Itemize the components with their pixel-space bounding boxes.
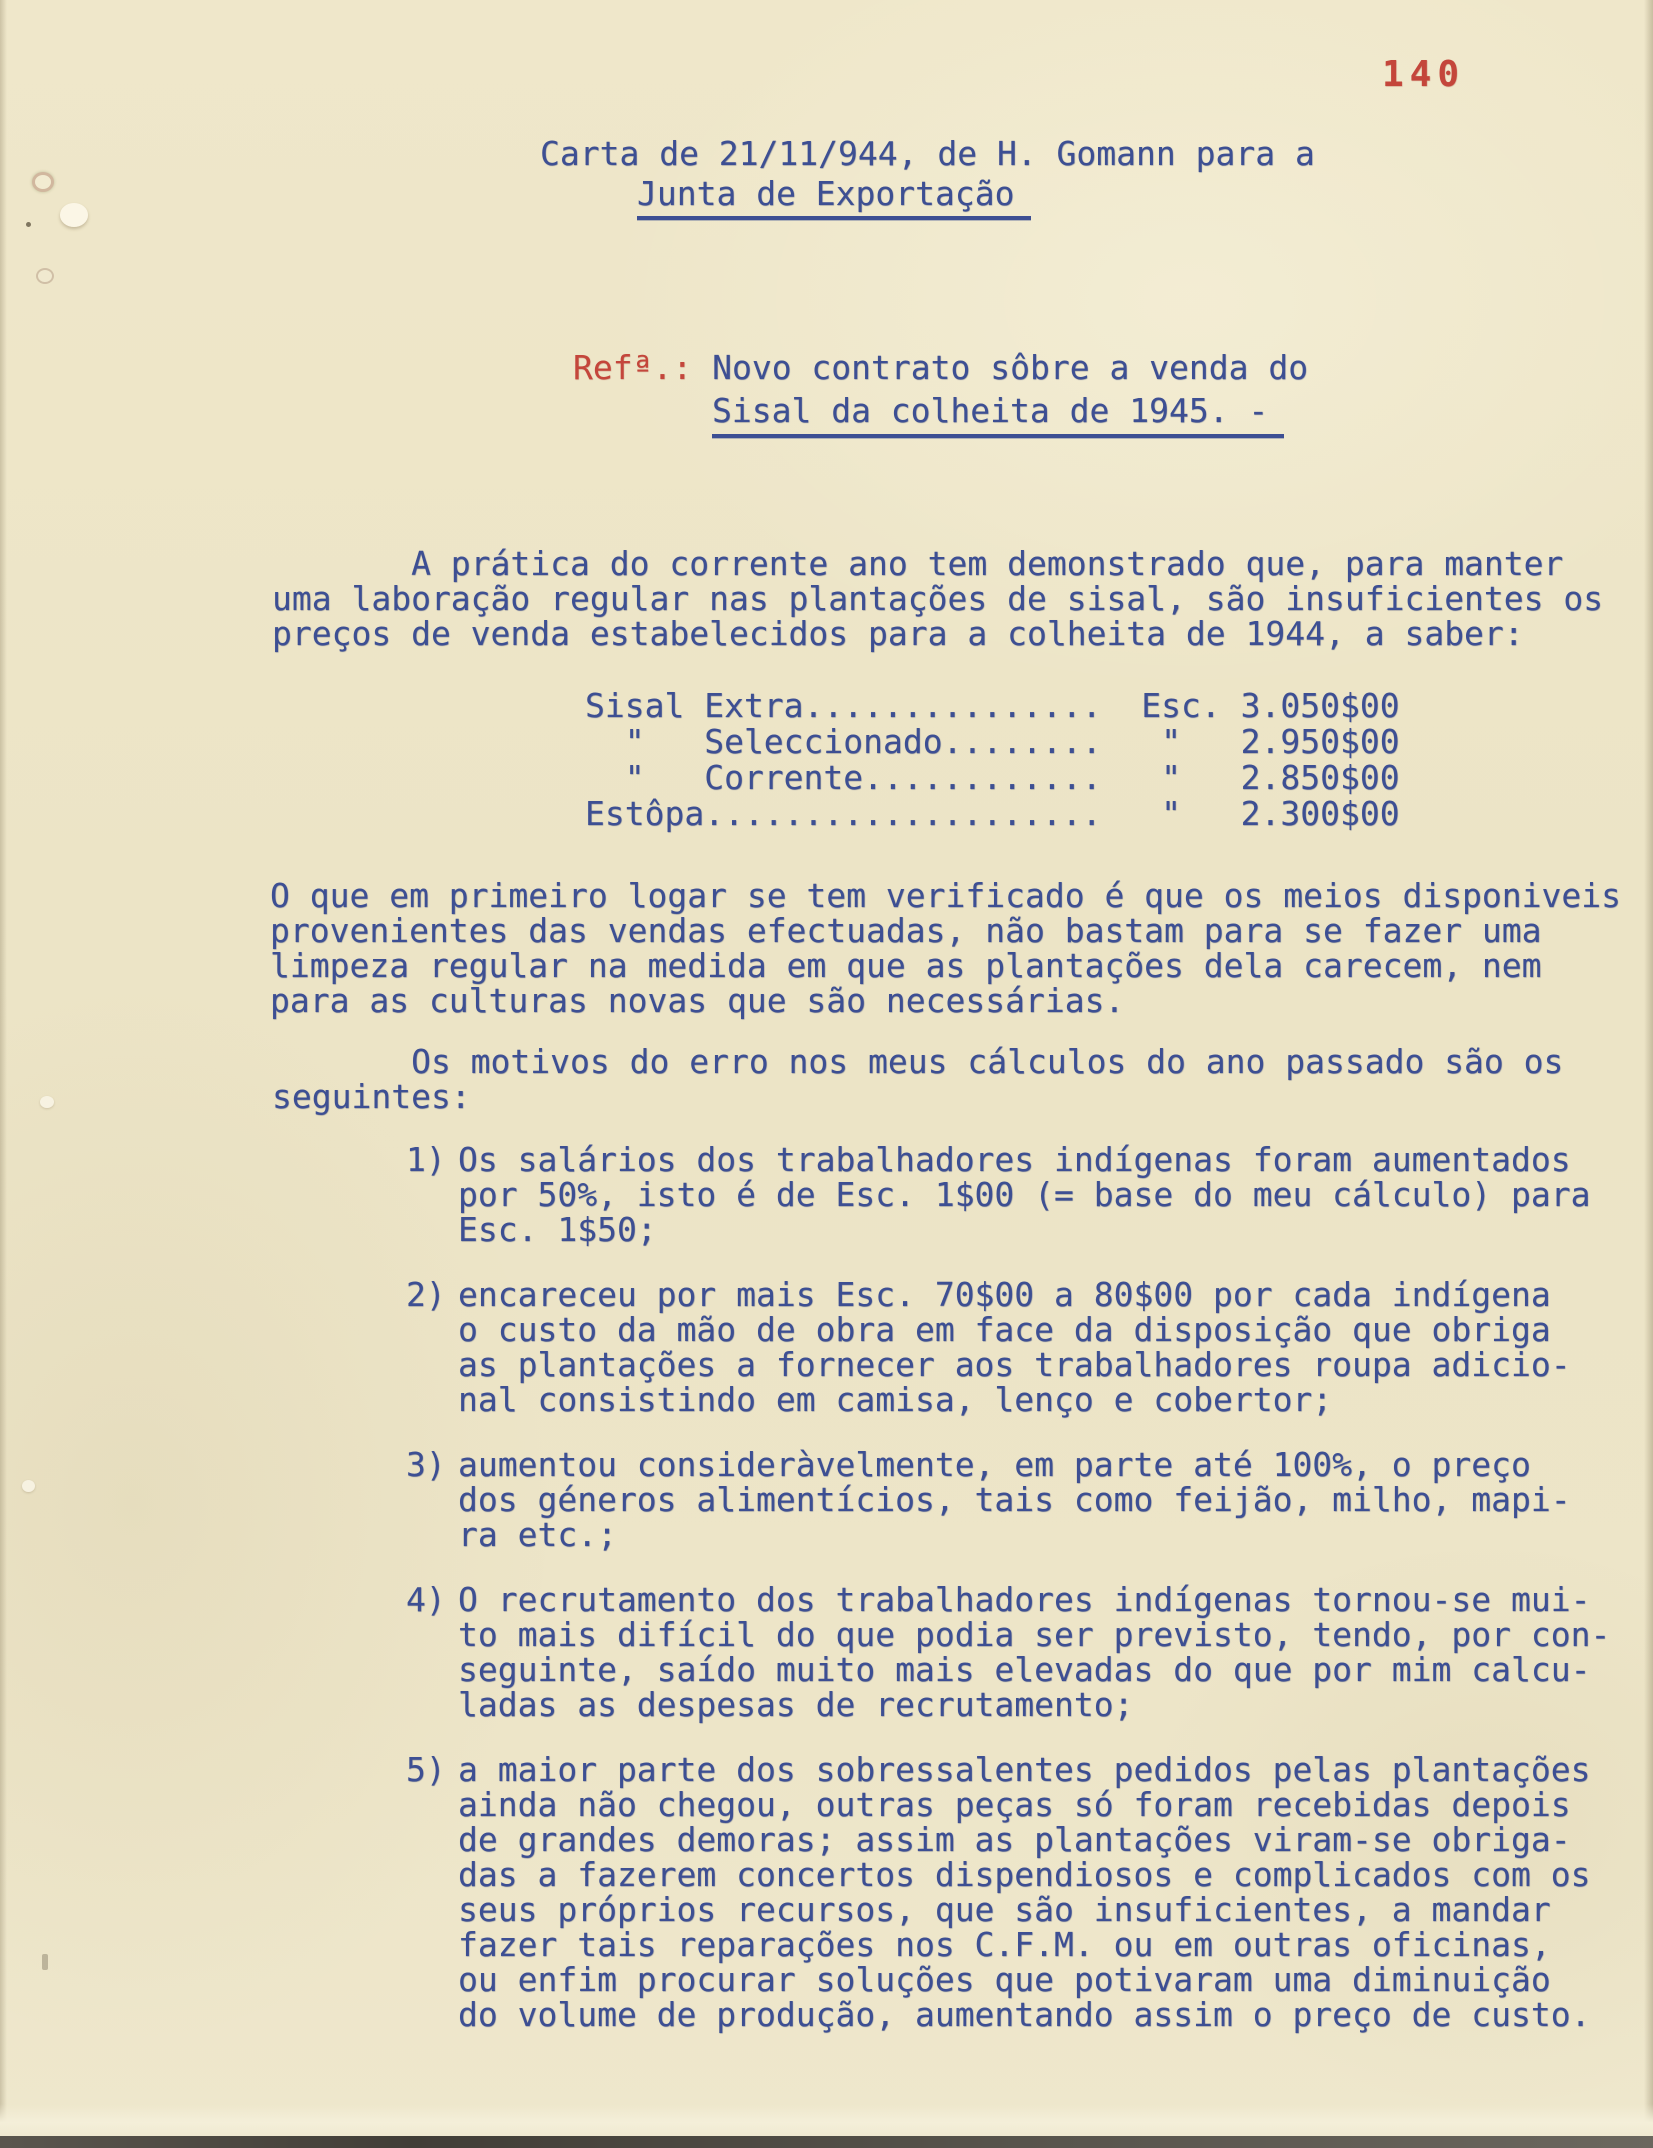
text-line: seus próprios recursos, que são insuficientes, a mandar bbox=[458, 1890, 1551, 1929]
reference-label: Refª.: bbox=[573, 348, 693, 387]
paper-stain bbox=[36, 268, 54, 284]
heading-line-1: Carta de 21/11/944, de H. Gomann para a bbox=[540, 134, 1315, 173]
text-line: ainda não chegou, outras peças só foram recebidas depois bbox=[458, 1785, 1571, 1824]
reference-line-2 bbox=[712, 389, 1308, 438]
page-bottom-band bbox=[0, 2104, 1653, 2138]
text-line: uma laboração regular nas plantações de sisal, são insuficientes os bbox=[272, 579, 1604, 618]
text-line: " Corrente............ " 2.850$00 bbox=[585, 758, 1400, 797]
list-item-text bbox=[458, 1277, 1571, 1417]
reference-subject: Novo contrato sôbre a venda do bbox=[692, 348, 1309, 387]
motives-paragraph bbox=[272, 1044, 1563, 1114]
list-item bbox=[406, 1582, 1636, 1722]
text-line: o custo da mão de obra em face da disposição que obriga bbox=[458, 1310, 1551, 1349]
list-item-number: 4) bbox=[406, 1580, 446, 1619]
page-number: 140 bbox=[1382, 54, 1466, 95]
text-line: aumentou consideràvelmente, em parte até 100%, o preço bbox=[458, 1445, 1531, 1484]
list-item-number: 2) bbox=[406, 1275, 446, 1314]
text-line: das a fazerem concertos dispendiosos e complicados com os bbox=[458, 1855, 1591, 1894]
text-line: preços de venda estabelecidos para a colheita de 1944, a saber: bbox=[272, 614, 1524, 653]
text-line: ou enfim procurar soluções que potivaram uma diminuição bbox=[458, 1960, 1551, 1999]
price-list bbox=[585, 688, 1400, 832]
text-line: encareceu por mais Esc. 70$00 a 80$00 por cada indígena bbox=[458, 1275, 1551, 1314]
text-line: Sisal Extra............... Esc. 3.050$00 bbox=[585, 686, 1400, 725]
reference-block bbox=[573, 346, 1308, 438]
text-line: as plantações a fornecer aos trabalhadores roupa adicio- bbox=[458, 1345, 1571, 1384]
list-item-number: 1) bbox=[406, 1140, 446, 1179]
paper-stain bbox=[60, 203, 88, 227]
verification-paragraph bbox=[270, 878, 1621, 1018]
paper-stain bbox=[26, 222, 31, 227]
text-line: a maior parte dos sobressalentes pedidos pelas plantações bbox=[458, 1750, 1591, 1789]
text-line: fazer tais reparações nos C.F.M. ou em outras oficinas, bbox=[458, 1925, 1551, 1964]
text-line: seguinte, saído muito mais elevadas do que por mim calcu- bbox=[458, 1650, 1591, 1689]
text-line: de grandes demoras; assim as plantações viram-se obriga- bbox=[458, 1820, 1571, 1859]
intro-paragraph bbox=[272, 546, 1603, 651]
reference-line-1 bbox=[573, 346, 1308, 389]
text-line: dos géneros alimentícios, tais como feijão, milho, mapi- bbox=[458, 1480, 1571, 1519]
text-line: Os salários dos trabalhadores indígenas foram aumentados bbox=[458, 1140, 1571, 1179]
text-line: to mais difícil do que podia ser previsto, tendo, por con- bbox=[458, 1615, 1611, 1654]
list-item bbox=[406, 1277, 1636, 1417]
paper-stain bbox=[42, 1954, 48, 1970]
list-item-text bbox=[458, 1142, 1590, 1247]
letter-heading bbox=[540, 134, 1315, 220]
text-line: O que em primeiro logar se tem verificado é que os meios disponiveis bbox=[270, 876, 1622, 915]
list-item bbox=[406, 1447, 1636, 1552]
numbered-list bbox=[406, 1142, 1636, 2062]
text-line: A prática do corrente ano tem demonstrado que, para manter bbox=[272, 544, 1564, 583]
paper-stain bbox=[40, 1096, 54, 1108]
page-right-edge bbox=[1644, 0, 1653, 2148]
text-line: O recrutamento dos trabalhadores indígenas tornou-se mui- bbox=[458, 1580, 1591, 1619]
reference-line-2-text: Sisal da colheita de 1945. - bbox=[712, 389, 1284, 438]
list-item-text bbox=[458, 1752, 1590, 2032]
page-bottom-edge bbox=[0, 2136, 1653, 2148]
text-line: Estôpa.................... " 2.300$00 bbox=[585, 794, 1400, 833]
page-left-edge bbox=[0, 0, 7, 2148]
list-item bbox=[406, 1142, 1636, 1247]
list-item-number: 5) bbox=[406, 1750, 446, 1789]
list-item-text bbox=[458, 1447, 1571, 1552]
list-item-number: 3) bbox=[406, 1445, 446, 1484]
text-line: nal consistindo em camisa, lenço e cobertor; bbox=[458, 1380, 1333, 1419]
text-line: " Seleccionado........ " 2.950$00 bbox=[585, 722, 1400, 761]
paper-stain bbox=[22, 1480, 35, 1492]
heading-line-2-text: Junta de Exportação bbox=[637, 174, 1031, 220]
text-line: Os motivos do erro nos meus cálculos do ano passado são os bbox=[272, 1042, 1564, 1081]
list-item-text bbox=[458, 1582, 1610, 1722]
paper-stain bbox=[32, 172, 54, 192]
text-line: Esc. 1$50; bbox=[458, 1210, 657, 1249]
text-line: provenientes das vendas efectuadas, não bastam para se fazer uma bbox=[270, 911, 1542, 950]
list-item bbox=[406, 1752, 1636, 2032]
text-line: por 50%, isto é de Esc. 1$00 (= base do meu cálculo) para bbox=[458, 1175, 1591, 1214]
text-line: para as culturas novas que são necessárias. bbox=[270, 981, 1125, 1020]
heading-line-2 bbox=[637, 174, 1315, 220]
text-line: ladas as despesas de recrutamento; bbox=[458, 1685, 1134, 1724]
text-line: seguintes: bbox=[272, 1077, 471, 1116]
text-line: limpeza regular na medida em que as plantações dela carecem, nem bbox=[270, 946, 1542, 985]
text-line: ra etc.; bbox=[458, 1515, 617, 1554]
text-line: do volume de produção, aumentando assim o preço de custo. bbox=[458, 1995, 1591, 2034]
